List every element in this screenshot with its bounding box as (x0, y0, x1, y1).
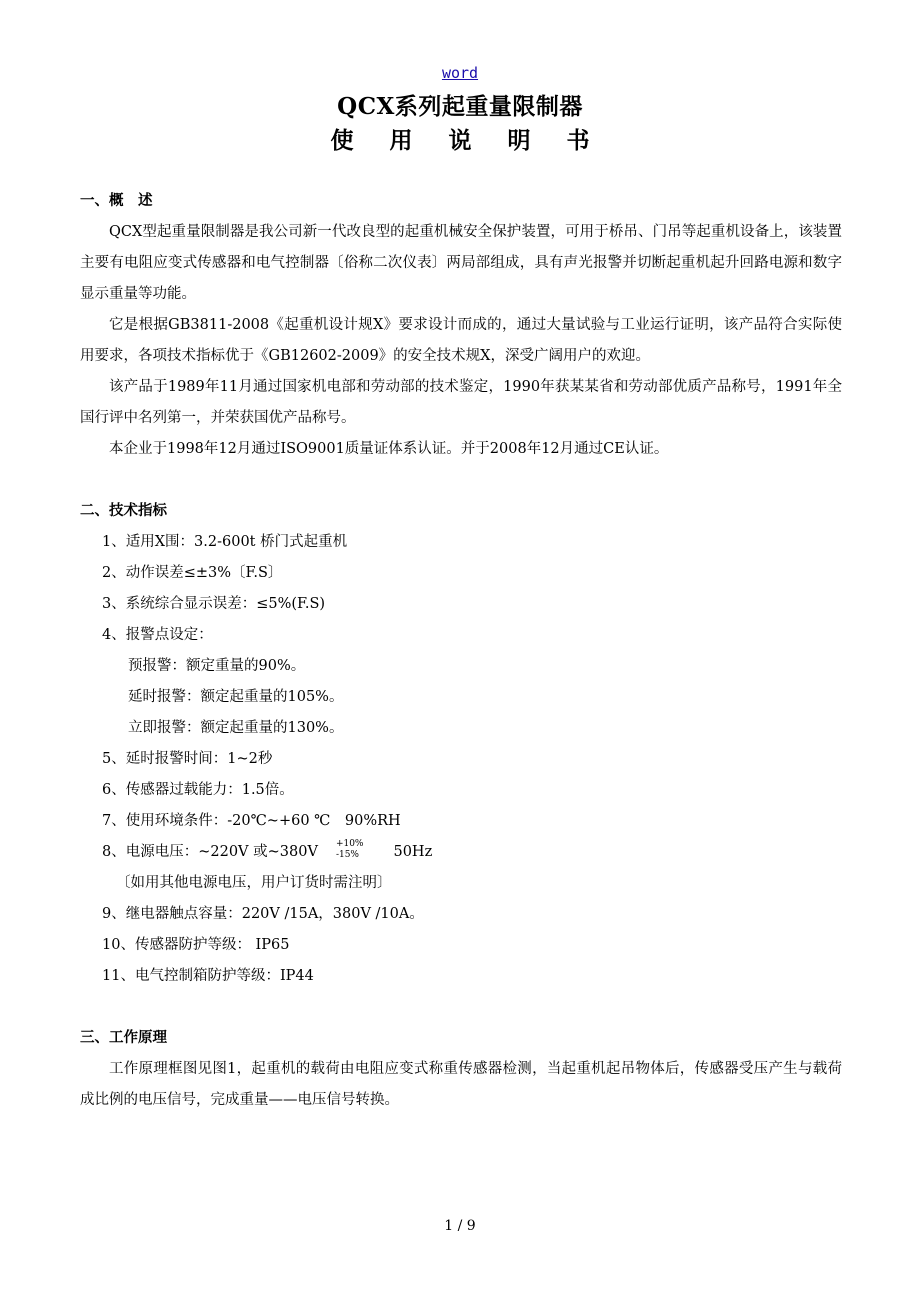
spec-item: 11、电气控制箱防护等级：IP44 (102, 968, 314, 984)
document-subtitle: 使用说明书 (330, 128, 626, 154)
overview-paragraph: QCX型起重量限制器是我公司新一代改良型的起重机械安全保护装置，可用于桥吊、门吊等起重机设备上，该装置主要有电阻应变式传感器和电气控制器〔俗称二次仪表〕两局部组成，具有声光报警并切断起重机起升回路电源和数字显示重量等功能。 (80, 224, 842, 302)
tolerance-plus: +10% (335, 839, 364, 849)
spec-item: 10、传感器防护等级： IP65 (102, 937, 290, 953)
overview-paragraph: 本企业于1998年12月通过ISO9001质量证体系认证。并于2008年12月通过CE认证。 (109, 441, 669, 457)
alarm-item: 延时报警：额定起重量的105%。 (128, 689, 344, 705)
overview-paragraph: 该产品于1989年11月通过国家机电部和劳动部的技术鉴定，1990年获某某省和劳动部优质产品称号，1991年全国行评中名列第一，并荣获国优产品称号。 (80, 379, 842, 426)
overview-paragraph: 它是根据GB3811-2008《起重机设计规X》要求设计而成的，通过大量试验与工业运行证明，该产品符合实际使用要求，各项技术指标优于《GB12602-2009》的安全技术规X，深受广阔用户的欢迎。 (80, 317, 842, 364)
voltage-prefix: 8、电源电压：~220V 或~380V (102, 844, 318, 860)
section-heading-specs: 二、技术指标 (80, 503, 167, 519)
document-title: QCX系列起重量限制器 (337, 93, 583, 120)
specs-list (80, 527, 842, 992)
header-word-link[interactable]: word (441, 64, 479, 82)
spec-item: 7、使用环境条件：-20℃~+60 ℃ 90%RH (102, 813, 401, 829)
spec-item: 4、报警点设定： (102, 627, 213, 643)
voltage-frequency: 50Hz (393, 844, 433, 860)
tolerance-minus: -15% (335, 850, 359, 860)
spec-item: 5、延时报警时间：1~2秒 (102, 751, 273, 767)
spec-item: 1、适用X围：3.2-600t 桥门式起重机 (102, 534, 348, 550)
section-heading-principle: 三、工作原理 (80, 1030, 167, 1046)
spec-item-voltage (80, 837, 842, 868)
voltage-tolerance (336, 839, 364, 861)
alarm-item: 预报警：额定重量的90%。 (128, 658, 306, 674)
principle-paragraph: 工作原理框图见图1，起重机的载荷由电阻应变式称重传感器检测，当起重机起吊物体后，传感器受压产生与载荷成比例的电压信号，完成重量——电压信号转换。 (80, 1061, 842, 1108)
document-body (80, 186, 842, 1116)
spec-item: 6、传感器过载能力：1.5倍。 (102, 782, 294, 798)
page-number: 1 / 9 (444, 1218, 476, 1234)
spec-item: 2、动作误差≤±3%〔F.S〕 (102, 565, 283, 581)
section-heading-overview: 一、概 述 (80, 193, 153, 209)
voltage-note: 〔如用其他电源电压，用户订货时需注明〕 (116, 875, 392, 891)
spacer (80, 992, 842, 1023)
spacer (80, 465, 842, 496)
alarm-item: 立即报警：额定起重量的130%。 (128, 720, 344, 736)
spec-item: 3、系统综合显示误差：≤5%(F.S) (102, 596, 326, 612)
spec-item: 9、继电器触点容量：220V /15A，380V /10A。 (102, 906, 424, 922)
